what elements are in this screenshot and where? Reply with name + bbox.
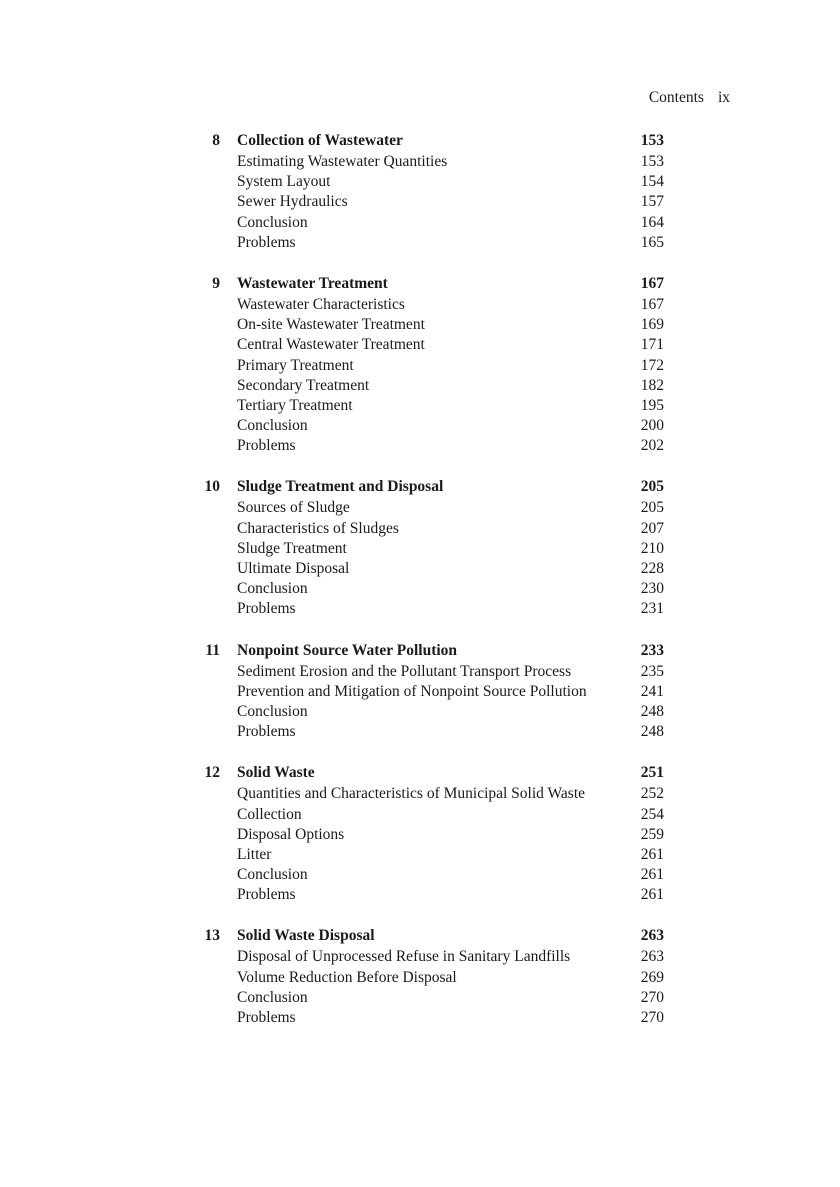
chapter-number: 12 (204, 764, 220, 782)
section-title: Problems (237, 886, 296, 904)
section-title: Problems (237, 600, 296, 618)
section-page: 231 (640, 600, 664, 618)
section-title: Tertiary Treatment (237, 396, 353, 414)
section-title: Conclusion (237, 580, 308, 598)
section-page: 252 (640, 785, 664, 803)
section-entry[interactable] (0, 865, 840, 885)
section-title: Collection (237, 805, 302, 823)
chapter-entry[interactable] (0, 762, 840, 784)
chapter-page: 233 (640, 641, 664, 659)
section-entry[interactable] (0, 784, 840, 804)
section-title: Sediment Erosion and the Pollutant Transport Process (237, 662, 572, 680)
section-entry[interactable] (0, 172, 840, 192)
section-page: 235 (640, 662, 664, 680)
chapter-entry[interactable] (0, 273, 840, 295)
section-page: 205 (640, 499, 664, 517)
chapter-entry[interactable] (0, 476, 840, 498)
chapter-title: Wastewater Treatment (237, 274, 388, 292)
section-title: Conclusion (237, 866, 308, 884)
chapter-page: 251 (640, 764, 664, 782)
section-entry[interactable] (0, 968, 840, 988)
section-page: 165 (640, 233, 664, 251)
chapter-block (0, 640, 840, 743)
section-entry[interactable] (0, 885, 840, 905)
header-label: Contents (648, 89, 704, 106)
section-entry[interactable] (0, 295, 840, 315)
section-title: Conclusion (237, 702, 308, 720)
chapter-title: Solid Waste (237, 764, 315, 782)
section-title: Secondary Treatment (237, 376, 370, 394)
section-page: 261 (640, 866, 664, 884)
section-page: 207 (640, 519, 664, 537)
section-entry[interactable] (0, 1008, 840, 1028)
chapter-number: 11 (205, 641, 220, 659)
section-page: 261 (640, 845, 664, 863)
section-entry[interactable] (0, 192, 840, 212)
section-entry[interactable] (0, 599, 840, 619)
section-entry[interactable] (0, 947, 840, 967)
chapter-page: 263 (640, 927, 664, 945)
section-page: 167 (640, 295, 664, 313)
chapter-number: 10 (204, 478, 220, 496)
section-title: Problems (237, 723, 296, 741)
section-page: 154 (640, 173, 664, 191)
section-title: Estimating Wastewater Quantities (237, 153, 448, 170)
section-entry[interactable] (0, 662, 840, 682)
section-page: 270 (640, 988, 664, 1006)
section-page: 248 (640, 702, 664, 720)
section-title: Primary Treatment (237, 356, 354, 374)
section-title: Volume Reduction Before Disposal (237, 968, 457, 986)
chapter-entry[interactable] (0, 640, 840, 662)
section-page: 182 (640, 376, 664, 394)
section-entry[interactable] (0, 233, 840, 253)
section-title: Wastewater Characteristics (237, 295, 405, 313)
section-page: 171 (640, 336, 664, 354)
section-entry[interactable] (0, 498, 840, 518)
section-entry[interactable] (0, 539, 840, 559)
section-entry[interactable] (0, 682, 840, 702)
chapter-number: 13 (204, 927, 220, 945)
section-entry[interactable] (0, 559, 840, 579)
section-page: 195 (640, 396, 664, 414)
chapter-title: Collection of Wastewater (237, 132, 403, 149)
section-page: 259 (640, 825, 664, 843)
section-title: Disposal Options (237, 825, 345, 843)
section-entry[interactable] (0, 396, 840, 416)
section-title: Conclusion (237, 417, 308, 435)
section-page: 269 (640, 968, 664, 986)
running-header (649, 89, 730, 107)
section-page: 254 (640, 805, 664, 823)
chapter-block (0, 273, 840, 457)
section-entry[interactable] (0, 335, 840, 355)
chapter-entry[interactable] (0, 925, 840, 947)
chapter-number: 9 (212, 274, 220, 292)
table-of-contents (0, 130, 840, 1048)
chapter-entry[interactable] (0, 130, 840, 152)
section-page: 172 (640, 356, 664, 374)
section-page: 248 (640, 723, 664, 741)
section-entry[interactable] (0, 152, 840, 172)
chapter-number: 8 (212, 132, 220, 149)
section-page: 200 (640, 417, 664, 435)
section-title: Characteristics of Sludges (237, 519, 399, 537)
section-title: Prevention and Mitigation of Nonpoint Source Pollution (237, 682, 587, 700)
section-title: Central Wastewater Treatment (237, 336, 425, 354)
section-title: Problems (237, 437, 296, 455)
section-entry[interactable] (0, 988, 840, 1008)
section-entry[interactable] (0, 722, 840, 742)
section-entry[interactable] (0, 825, 840, 845)
section-title: System Layout (237, 173, 331, 191)
chapter-page: 205 (640, 478, 664, 496)
section-entry[interactable] (0, 845, 840, 865)
section-title: Sewer Hydraulics (237, 193, 348, 211)
section-title: Ultimate Disposal (237, 560, 350, 577)
chapter-page: 153 (640, 132, 664, 149)
section-page: 202 (640, 437, 664, 455)
section-title: Sludge Treatment (237, 539, 347, 557)
section-page: 169 (640, 316, 664, 334)
section-entry[interactable] (0, 519, 840, 539)
section-page: 241 (640, 682, 664, 700)
section-entry[interactable] (0, 805, 840, 825)
chapter-title: Sludge Treatment and Disposal (237, 478, 444, 496)
section-title: Sources of Sludge (237, 499, 350, 517)
section-title: Problems (237, 1009, 296, 1026)
section-page: 270 (640, 1009, 664, 1026)
section-entry[interactable] (0, 213, 840, 233)
chapter-block (0, 130, 840, 253)
section-title: Conclusion (237, 213, 308, 231)
chapter-title: Solid Waste Disposal (237, 927, 375, 945)
section-title: Quantities and Characteristics of Municipal Solid Waste (237, 785, 586, 803)
chapter-block (0, 762, 840, 905)
section-title: On-site Wastewater Treatment (237, 316, 425, 334)
section-entry[interactable] (0, 702, 840, 722)
section-page: 164 (640, 213, 664, 231)
section-page: 228 (640, 560, 664, 577)
chapter-title: Nonpoint Source Water Pollution (237, 641, 458, 659)
section-page: 261 (640, 886, 664, 904)
section-title: Disposal of Unprocessed Refuse in Sanitary Landfills (237, 948, 571, 966)
section-entry[interactable] (0, 376, 840, 396)
header-page-number: ix (717, 89, 730, 106)
section-entry[interactable] (0, 436, 840, 456)
section-page: 210 (640, 539, 664, 557)
section-entry[interactable] (0, 356, 840, 376)
section-title: Litter (237, 845, 272, 863)
section-page: 230 (640, 580, 664, 598)
section-entry[interactable] (0, 579, 840, 599)
section-title: Problems (237, 233, 296, 251)
chapter-page: 167 (640, 274, 664, 292)
section-entry[interactable] (0, 416, 840, 436)
section-page: 263 (640, 948, 664, 966)
section-title: Conclusion (237, 988, 308, 1006)
section-page: 153 (640, 153, 664, 170)
chapter-block (0, 925, 840, 1028)
section-entry[interactable] (0, 315, 840, 335)
section-page: 157 (640, 193, 664, 211)
chapter-block (0, 476, 840, 619)
